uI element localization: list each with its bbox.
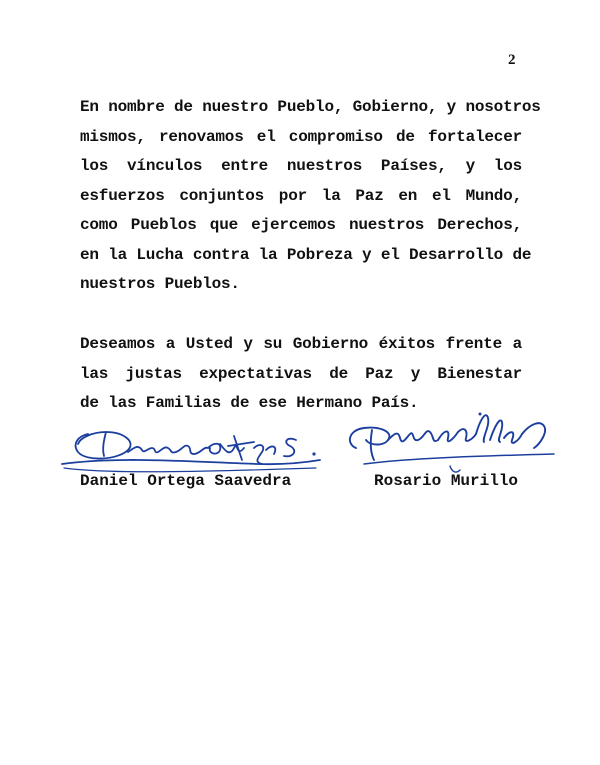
paragraph-line: como Pueblos que ejercemos nuestros Derechos, xyxy=(80,216,522,234)
signer-name-rosario: Rosario Murillo xyxy=(374,472,519,490)
paragraph-line: las justas expectativas de Paz y Bienestar xyxy=(80,364,522,383)
paragraph-line: mismos, renovamos el compromiso de fortalecer xyxy=(80,127,522,146)
paragraph-line: en la Lucha contra la Pobreza y el Desarrollo de xyxy=(80,245,532,264)
paragraph-line: Deseamos a Usted y su Gobierno éxitos frente a xyxy=(80,335,522,353)
signature-daniel-ortega xyxy=(58,418,333,478)
signer-name-daniel: Daniel Ortega Saavedra xyxy=(80,472,292,490)
page-number: 2 xyxy=(508,52,516,68)
paragraph-line: esfuerzos conjuntos por la Paz en el Mundo, xyxy=(80,186,522,205)
paragraph-line: los vínculos entre nuestros Países, y los xyxy=(80,157,522,175)
paragraph-line: nuestros Pueblos. xyxy=(80,275,240,293)
paragraph-line: En nombre de nuestro Pueblo, Gobierno, y nosotros xyxy=(80,98,541,116)
paragraph-line: de las Familias de ese Hermano País. xyxy=(80,394,419,412)
closing-paragraph-1 xyxy=(80,93,541,300)
signature-rosario-murillo xyxy=(340,400,562,482)
